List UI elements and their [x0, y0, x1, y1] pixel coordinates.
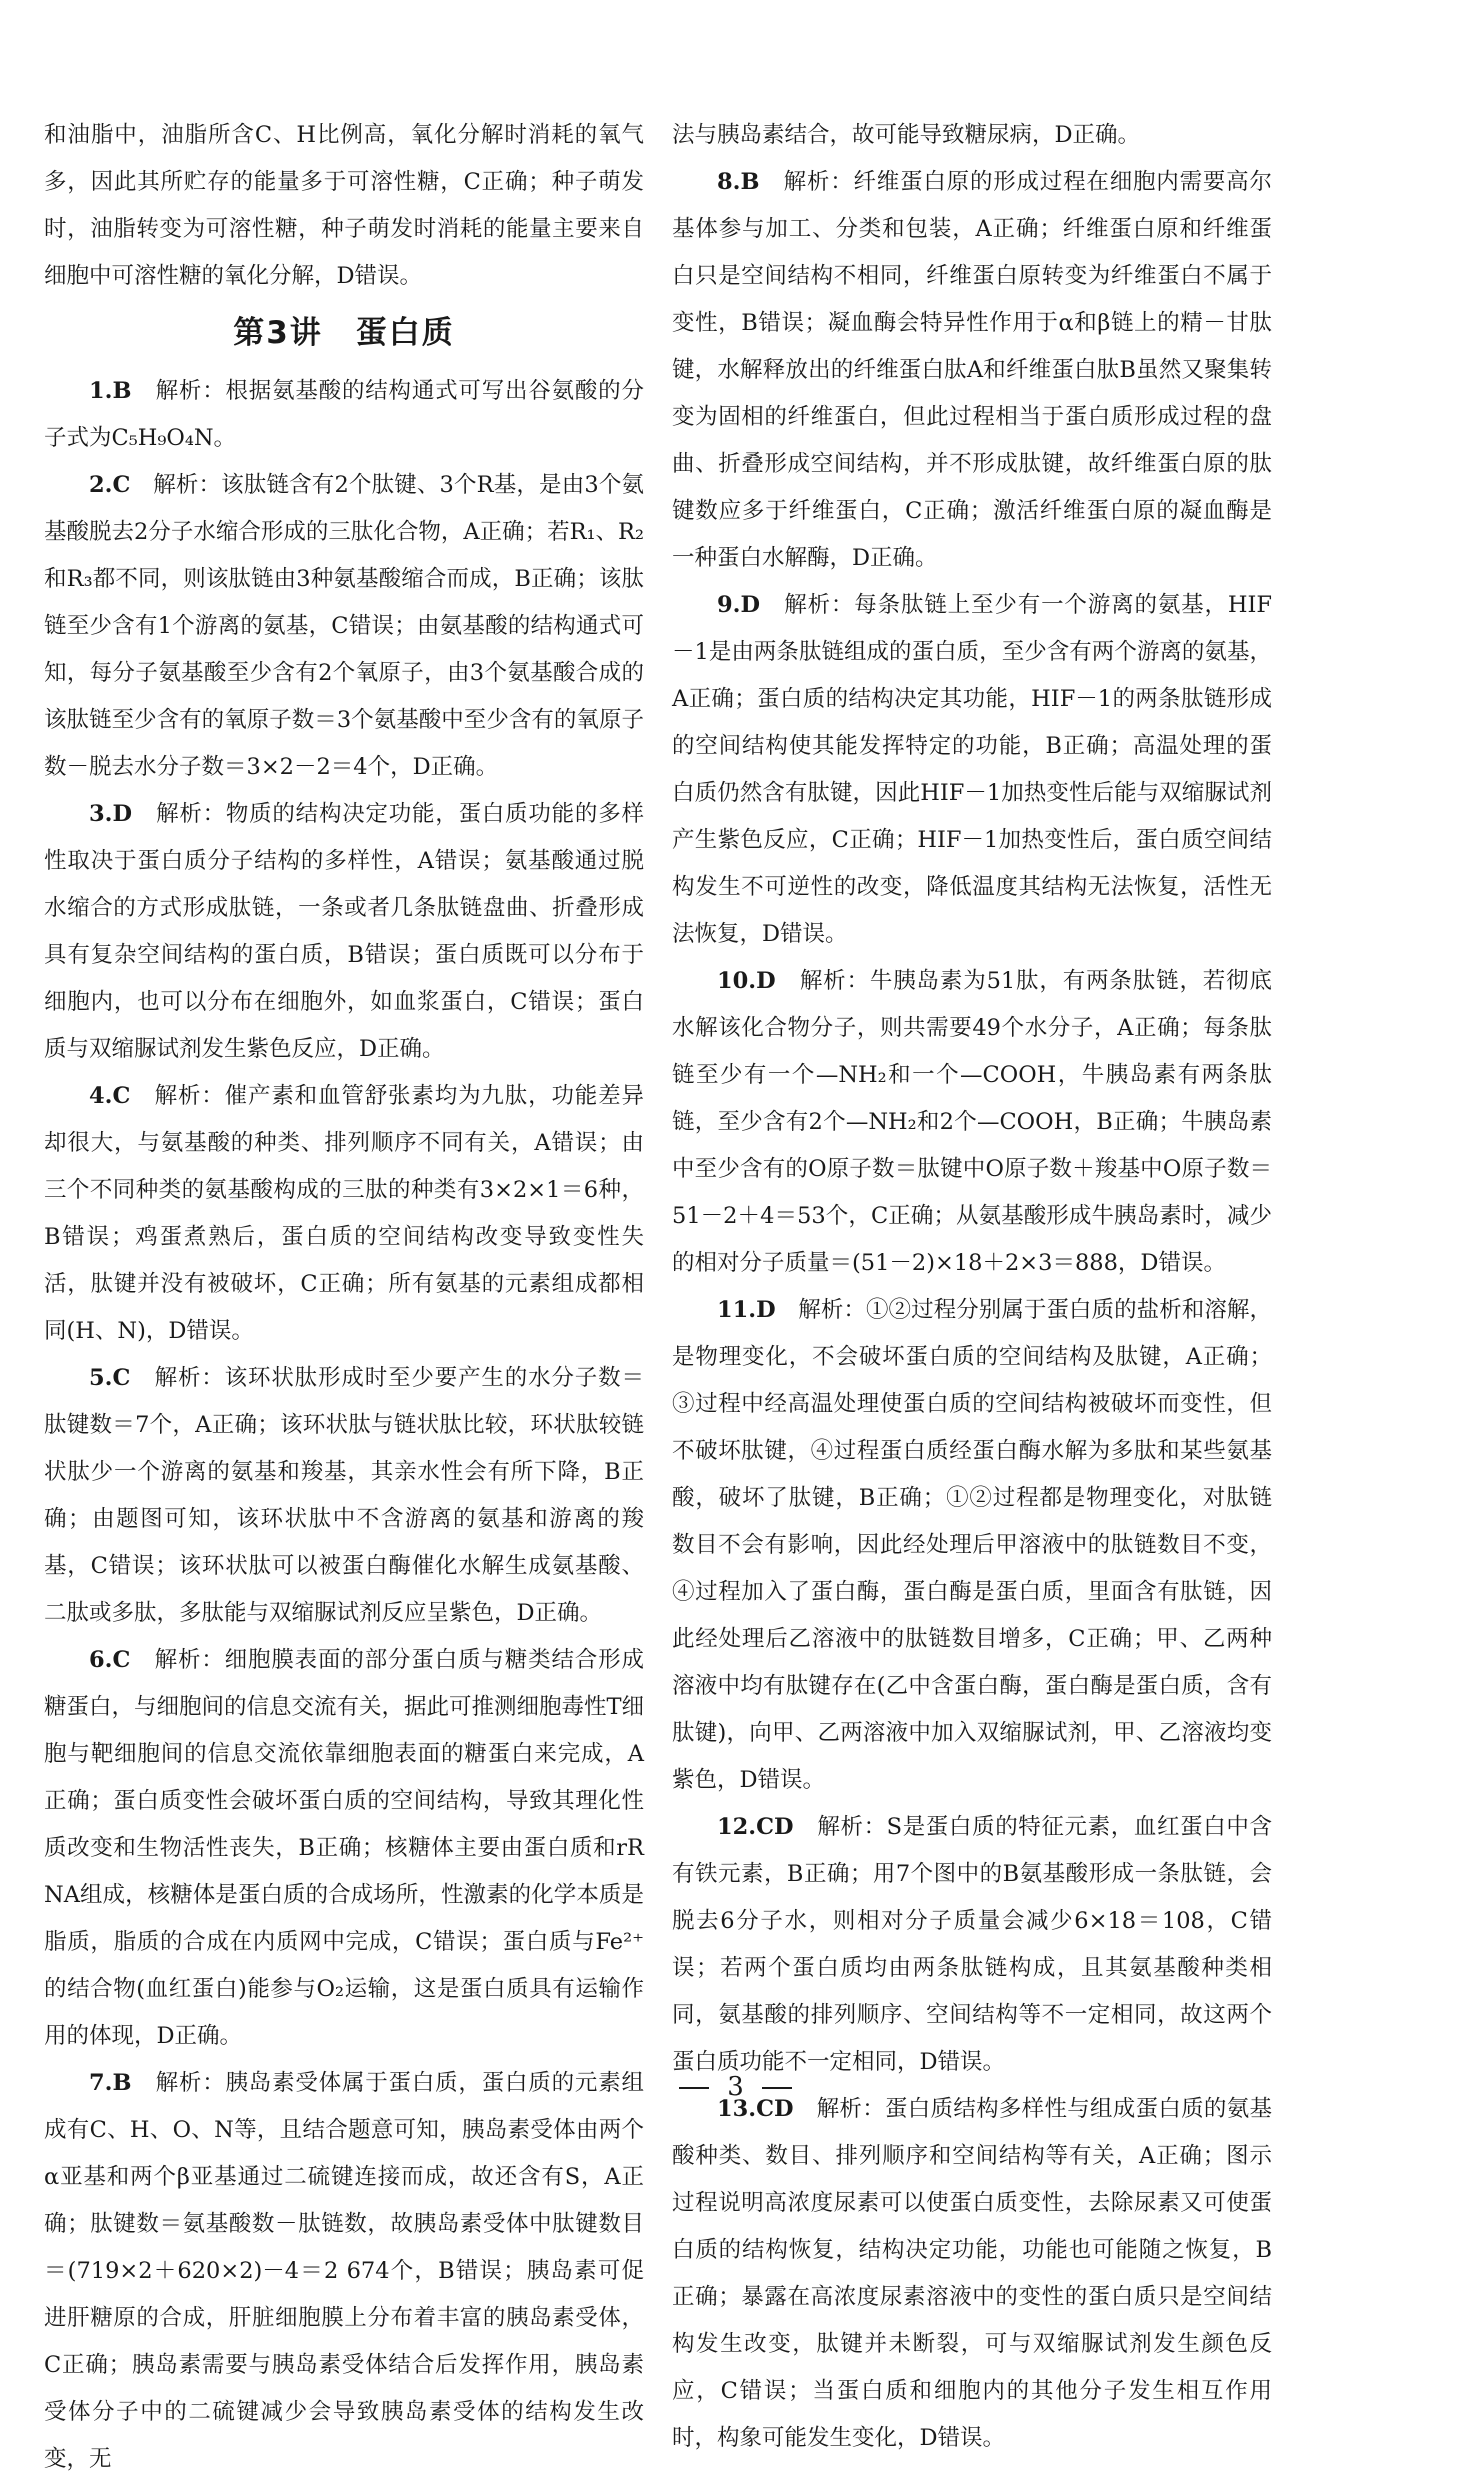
answer-item	[44, 2060, 644, 2483]
answer-text: 解析：物质的结构决定功能，蛋白质功能的多样性取决于蛋白质分子结构的多样性，A错误；氨基酸通过脱水缩合的方式形成肽链，一条或者几条肽链盘曲、折叠形成具有复杂空间结构的蛋白质，B错误；蛋白质既可以分布于细胞内，也可以分布在细胞外，如血浆蛋白，C错误；蛋白质与双缩脲试剂发生紫色反应，D正确。	[44, 801, 644, 1062]
answer-item	[672, 1287, 1272, 1804]
answer-number: 1.B	[89, 378, 132, 404]
answer-text: 解析：细胞膜表面的部分蛋白质与糖类结合形成糖蛋白，与细胞间的信息交流有关，据此可推测细胞毒性T细胞与靶细胞间的信息交流依靠细胞表面的糖蛋白来完成，A正确；蛋白质变性会破坏蛋白质的空间结构，导致其理化性质改变和生物活性丧失，B正确；核糖体主要由蛋白质和rRNA组成，核糖体是蛋白质的合成场所，性激素的化学本质是脂质，脂质的合成在内质网中完成，C错误；蛋白质与Fe²⁺的结合物(血红蛋白)能参与O₂运输，这是蛋白质具有运输作用的体现，D正确。	[44, 1647, 645, 2049]
answer-text: 解析：蛋白质结构多样性与组成蛋白质的氨基酸种类、数目、排列顺序和空间结构等有关，A正确；图示过程说明高浓度尿素可以使蛋白质变性，去除尿素又可使蛋白质的结构恢复，结构决定功能，功能也可能随之恢复，B正确；暴露在高浓度尿素溶液中的变性的蛋白质只是空间结构发生改变，肽键并未断裂，可与双缩脲试剂发生颜色反应，C错误；当蛋白质和细胞内的其他分子发生相互作用时，构象可能发生变化，D错误。	[672, 2096, 1272, 2451]
answer-item	[672, 2086, 1272, 2462]
answer-item	[44, 1355, 644, 1637]
answer-number: 13.CD	[717, 2096, 794, 2122]
page-number-dash-left	[679, 2087, 709, 2089]
answer-number: 12.CD	[717, 1814, 794, 1840]
answer-text: 解析：牛胰岛素为51肽，有两条肽链，若彻底水解该化合物分子，则共需要49个水分子，A正确；每条肽链至少有一个—NH₂和一个—COOH，牛胰岛素有两条肽链，至少含有2个—NH₂和2个—COOH，B正确；牛胰岛素中至少含有的O原子数＝肽键中O原子数＋羧基中O原子数＝51－2＋4＝53个，C正确；从氨基酸形成牛胰岛素时，减少的相对分子质量＝(51－2)×18＋2×3＝888，D错误。	[672, 968, 1272, 1276]
answer-text: 解析：催产素和血管舒张素均为九肽，功能差异却很大，与氨基酸的种类、排列顺序不同有关，A错误；由三个不同种类的氨基酸构成的三肽的种类有3×2×1＝6种，B错误；鸡蛋煮熟后，蛋白质的空间结构改变导致变性失活，肽键并没有被破坏，C正确；所有氨基的元素组成都相同(H、N)，D错误。	[44, 1083, 644, 1344]
answer-number: 10.D	[717, 968, 776, 994]
right-column	[672, 112, 1272, 2462]
answer-text: 解析：胰岛素受体属于蛋白质，蛋白质的元素组成有C、H、O、N等，且结合题意可知，胰岛素受体由两个α亚基和两个β亚基通过二硫键连接而成，故还含有S，A正确；肽键数＝氨基酸数－肽链数，故胰岛素受体中肽键数目＝(719×2＋620×2)－4＝2 674个，B错误；胰岛素可促进肝糖原的合成，肝脏细胞膜上分布着丰富的胰岛素受体，C正确；胰岛素需要与胰岛素受体结合后发挥作用，胰岛素受体分子中的二硫键减少会导致胰岛素受体的结构发生改变，无	[44, 2070, 644, 2472]
answer-text: 解析：该肽链含有2个肽键、3个R基，是由3个氨基酸脱去2分子水缩合形成的三肽化合物，A正确；若R₁、R₂和R₃都不同，则该肽链由3种氨基酸缩合而成，B正确；该肽链至少含有1个游离的氨基，C错误；由氨基酸的结构通式可知，每分子氨基酸至少含有2个氧原子，由3个氨基酸合成的该肽链至少含有的氧原子数＝3个氨基酸中至少含有的氧原子数－脱去水分子数＝3×2－2＝4个，D正确。	[44, 472, 644, 780]
answer-text: 解析：每条肽链上至少有一个游离的氨基，HIF－1是由两条肽链组成的蛋白质，至少含有两个游离的氨基，A正确；蛋白质的结构决定其功能，HIF－1的两条肽链形成的空间结构使其能发挥特定的功能，B正确；高温处理的蛋白质仍然含有肽键，因此HIF－1加热变性后能与双缩脲试剂产生紫色反应，C正确；HIF－1加热变性后，蛋白质空间结构发生不可逆性的改变，降低温度其结构无法恢复，活性无法恢复，D错误。	[672, 592, 1272, 947]
answer-item	[672, 159, 1272, 582]
answer-item	[44, 368, 644, 462]
answer-text: 解析：纤维蛋白原的形成过程在细胞内需要高尔基体参与加工、分类和包装，A正确；纤维蛋白原和纤维蛋白只是空间结构不相同，纤维蛋白原转变为纤维蛋白不属于变性，B错误；凝血酶会特异性作用于α和β链上的精－甘肽键，水解释放出的纤维蛋白肽A和纤维蛋白肽B虽然又聚集转变为固相的纤维蛋白，但此过程相当于蛋白质形成过程的盘曲、折叠形成空间结构，并不形成肽键，故纤维蛋白原的肽键数应多于纤维蛋白，C正确；激活纤维蛋白原的凝血酶是一种蛋白水解酶，D正确。	[672, 169, 1272, 571]
answer-item	[672, 1804, 1272, 2086]
left-column	[44, 112, 644, 2483]
answer-item	[672, 958, 1272, 1287]
continuation-paragraph: 法与胰岛素结合，故可能导致糖尿病，D正确。	[672, 122, 1141, 148]
answer-number: 3.D	[89, 801, 133, 827]
answer-number: 4.C	[89, 1083, 131, 1109]
answer-number: 2.C	[89, 472, 131, 498]
answer-item	[672, 582, 1272, 958]
page-number-dash-right	[762, 2087, 792, 2089]
answer-text: 解析：该环状肽形成时至少要产生的水分子数＝肽键数＝7个，A正确；该环状肽与链状肽比较，环状肽较链状肽少一个游离的氨基和羧基，其亲水性会有所下降，B正确；由题图可知，该环状肽中不含游离的氨基和游离的羧基，C错误；该环状肽可以被蛋白酶催化水解生成氨基酸、二肽或多肽，多肽能与双缩脲试剂反应呈紫色，D正确。	[44, 1365, 644, 1626]
answer-item	[44, 1073, 644, 1355]
section-title: 第3讲 蛋白质	[233, 315, 455, 351]
answer-number: 7.B	[89, 2070, 132, 2096]
answer-item	[44, 462, 644, 791]
answer-number: 5.C	[89, 1365, 131, 1391]
answer-text: 解析：S是蛋白质的特征元素，血红蛋白中含有铁元素，B正确；用7个图中的B氨基酸形成一条肽链，会脱去6分子水，则相对分子质量会减少6×18＝108，C错误；若两个蛋白质均由两条肽链构成，且其氨基酸种类相同，氨基酸的排列顺序、空间结构等不一定相同，故这两个蛋白质功能不一定相同，D错误。	[672, 1814, 1272, 2075]
answer-number: 8.B	[717, 169, 760, 195]
answer-text: 解析：①②过程分别属于蛋白质的盐析和溶解，是物理变化，不会破坏蛋白质的空间结构及肽键，A正确；③过程中经高温处理使蛋白质的空间结构被破坏而变性，但不破坏肽键，④过程蛋白质经蛋白酶水解为多肽和某些氨基酸，破坏了肽键，B正确；①②过程都是物理变化，对肽链数目不会有影响，因此经处理后甲溶液中的肽链数目不变，④过程加入了蛋白酶，蛋白酶是蛋白质，里面含有肽链，因此经处理后乙溶液中的肽链数目增多，C正确；甲、乙两种溶液中均有肽键存在(乙中含蛋白酶，蛋白酶是蛋白质，含有肽键)，向甲、乙两溶液中加入双缩脲试剂，甲、乙溶液均变紫色，D错误。	[672, 1297, 1272, 1793]
answer-number: 6.C	[89, 1647, 131, 1673]
intro-paragraph: 和油脂中，油脂所含C、H比例高，氧化分解时消耗的氧气多，因此其所贮存的能量多于可溶性糖，C正确；种子萌发时，油脂转变为可溶性糖，种子萌发时消耗的能量主要来自细胞中可溶性糖的氧化分解，D错误。	[44, 122, 644, 289]
answer-text: 解析：根据氨基酸的结构通式可写出谷氨酸的分子式为C₅H₉O₄N。	[44, 378, 644, 451]
answer-item	[44, 1637, 644, 2060]
page-number	[0, 2072, 1471, 2102]
answer-number: 11.D	[717, 1297, 776, 1323]
page-number-value: 3	[727, 2072, 744, 2102]
answer-item	[44, 791, 644, 1073]
answer-number: 9.D	[717, 592, 761, 618]
